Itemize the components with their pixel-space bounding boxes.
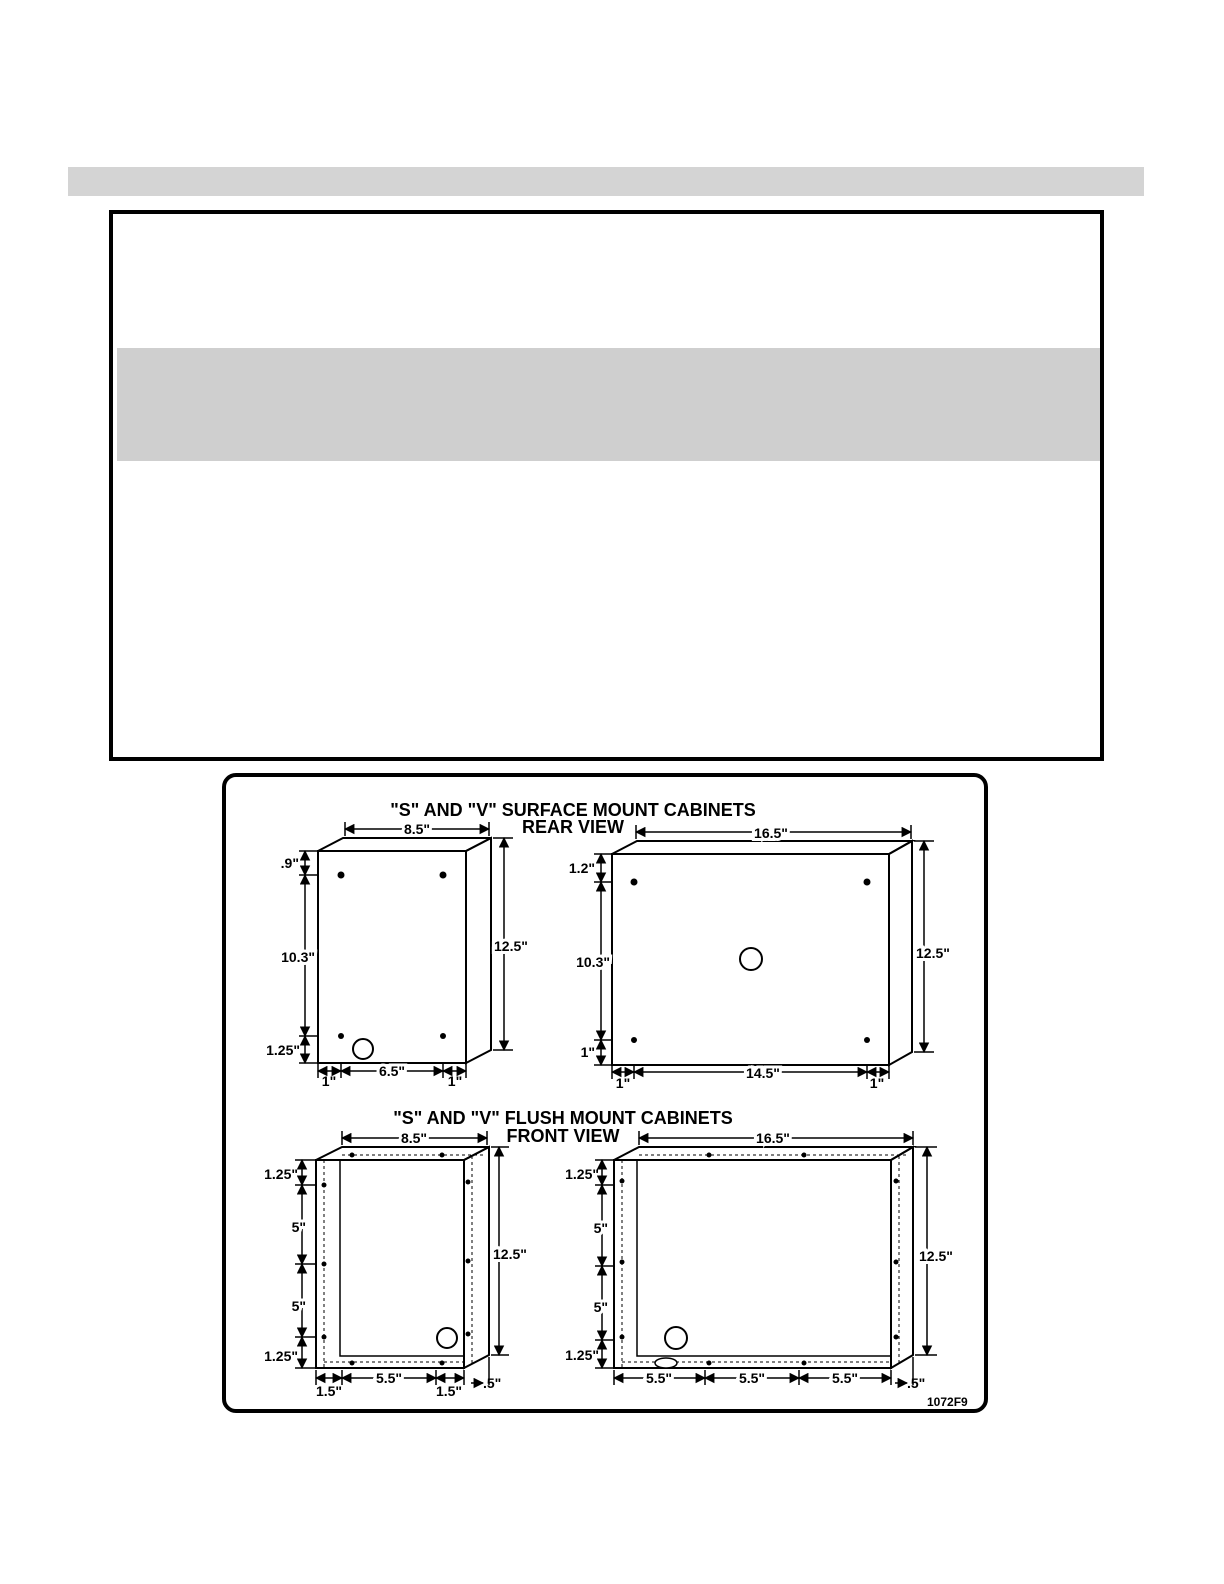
- sl-hole-spacing-label: 10.3": [576, 954, 610, 970]
- sl-bottom-offset-label: 1": [580, 1044, 595, 1060]
- fl-bottom-offset-label: 1.25": [565, 1347, 599, 1363]
- fl-upper-spacing-label: 5": [593, 1220, 608, 1236]
- cabinet-dimensions-figure: [221, 772, 989, 1414]
- fl-lower-spacing-label: 5": [593, 1299, 608, 1315]
- flush-large-cabinet: [614, 1147, 913, 1368]
- surface-large-labels: [569, 825, 950, 1091]
- figure-border: [224, 775, 986, 1411]
- sl-top-offset-label: 1.2": [568, 860, 595, 876]
- fl-height-label: 12.5": [919, 1248, 953, 1264]
- ss-top-offset-label: .9": [280, 855, 299, 871]
- fs-height-label: 12.5": [493, 1246, 527, 1262]
- fs-upper-spacing-label: 5": [291, 1219, 306, 1235]
- fs-flange-label: .5": [483, 1375, 502, 1391]
- surface-small-cabinet: [318, 838, 491, 1063]
- content-frame: [109, 210, 1104, 761]
- fl-flange-label: .5": [907, 1375, 926, 1391]
- ss-width-label: 8.5": [403, 821, 431, 837]
- flush-subtitle: FRONT VIEW: [506, 1126, 620, 1146]
- ss-right-margin-label: 1": [447, 1073, 463, 1089]
- surface-small-dimension-lines: [299, 822, 513, 1078]
- fl-span-2-label: 5.5": [738, 1370, 766, 1386]
- ss-bottom-offset-label: 1.25": [266, 1042, 300, 1058]
- ss-left-margin-label: 1": [321, 1073, 337, 1089]
- ss-center-span-label: 6.5": [378, 1063, 406, 1079]
- fs-bottom-offset-label: 1.25": [264, 1348, 298, 1364]
- surface-large-holes: [631, 879, 871, 1044]
- ss-hole-spacing-label: 10.3": [281, 949, 315, 965]
- fl-width-label: 16.5": [756, 1130, 790, 1146]
- fl-span-1-label: 5.5": [645, 1370, 673, 1386]
- flush-large-holes: [620, 1153, 899, 1369]
- flush-small-dimension-lines: [295, 1131, 509, 1385]
- flush-small-dashed-flange: [324, 1155, 484, 1368]
- sl-height-label: 12.5": [916, 945, 950, 961]
- sl-right-margin-label: 1": [869, 1075, 885, 1091]
- header-band: [68, 167, 1144, 196]
- fs-left-margin-label: 1.5": [315, 1383, 343, 1399]
- fs-top-offset-label: 1.25": [264, 1166, 298, 1182]
- fs-width-label: 8.5": [400, 1130, 428, 1146]
- surface-subtitle: REAR VIEW: [521, 817, 625, 837]
- fs-lower-spacing-label: 5": [291, 1298, 306, 1314]
- surface-small-holes: [338, 872, 447, 1060]
- fs-right-margin-label: 1.5": [435, 1383, 463, 1399]
- ss-height-label: 12.5": [494, 938, 528, 954]
- sl-width-label: 16.5": [754, 825, 788, 841]
- sl-center-span-label: 14.5": [746, 1065, 780, 1081]
- fl-top-offset-label: 1.25": [565, 1166, 599, 1182]
- figure-id: 1072F9: [927, 1395, 968, 1409]
- fl-span-3-label: 5.5": [831, 1370, 859, 1386]
- flush-small-cabinet: [316, 1147, 489, 1368]
- surface-title: "S" AND "V" SURFACE MOUNT CABINETS: [390, 800, 756, 820]
- flush-large-dimension-lines: [595, 1131, 937, 1385]
- surface-large-dimension-lines: [594, 825, 934, 1079]
- flush-title: "S" AND "V" FLUSH MOUNT CABINETS: [393, 1108, 733, 1128]
- flush-small-holes: [322, 1153, 471, 1366]
- sl-left-margin-label: 1": [615, 1075, 631, 1091]
- fs-center-span-label: 5.5": [375, 1370, 403, 1386]
- surface-large-cabinet: [612, 841, 912, 1065]
- frame-band: [117, 348, 1100, 461]
